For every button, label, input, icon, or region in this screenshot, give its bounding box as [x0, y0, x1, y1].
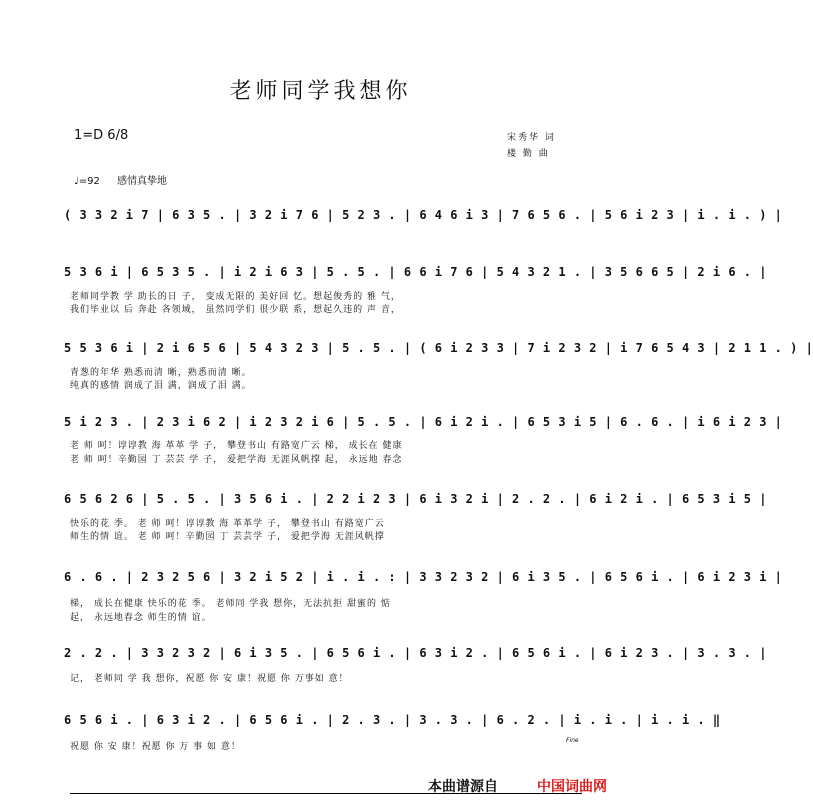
source-label: 本曲谱源自 — [428, 779, 498, 795]
lyric-line: 我们毕业以 后 奔赴 各领域， 虽然同学们 很少联 系，想起久违的 声 音， — [70, 305, 401, 315]
lyric-line: 老 师 呵！辛勤园 丁 芸芸 学 子， 爱把学海 无涯风帆撑 起， 永远地 春念 — [70, 455, 403, 465]
lyric-line: 记， 老师同 学 我 想你，祝愿 你 安 康！祝愿 你 万事如 意！ — [70, 674, 349, 684]
lyric-line: 梯， 成长在健康 快乐的花 季。 老师同 学我 想你，无法抗拒 甜蜜的 惦 — [70, 599, 391, 609]
notation-line: 6 5 6 i . | 6 3 i 2 . | 6 5 6 i . | 2 . 3 . | 3 . 3 . | 6 . 2 . | i . i . | i . i . ‖ — [64, 713, 721, 727]
notation-line: 6 5 6 2 6 | 5 . 5 . | 3 5 6 i . | 2 2 i 2 3 | 6 i 3 2 i | 2 . 2 . | 6 i 2 i . | 6 5 3 i 5 | — [64, 492, 767, 506]
notation-line: 5 i 2 3 . | 2 3 i 6 2 | i 2 3 2 i 6 | 5 . 5 . | 6 i 2 i . | 6 5 3 i 5 | 6 . 6 . | i 6 i 2 3 | — [64, 415, 783, 429]
expression-marking: 感情真挚地 — [117, 176, 168, 187]
site-logo-text: 中国词曲网 — [537, 779, 607, 795]
notation-line: 5 5 3 6 i | 2 i 6 5 6 | 5 4 3 2 3 | 5 . 5 . | ( 6 i 2 3 3 | 7 i 2 3 2 | i 7 6 5 4 3 | 2 1 1 . ) | — [64, 341, 813, 355]
lyric-line: 师生的情 谊。 老 师 呵！辛勤园 丁 芸芸学 子， 爱把学海 无涯风帆撑 — [70, 532, 385, 542]
fine-marking: Fine — [566, 737, 579, 744]
notation-line: 2 . 2 . | 3 3 2 3 2 | 6 i 3 5 . | 6 5 6 i . | 6 3 i 2 . | 6 5 6 i . | 6 i 2 3 . | 3 . 3 . | — [64, 646, 767, 660]
key-signature: 1=D 6/8 — [74, 128, 129, 143]
song-title: 老师同学我想你 — [229, 79, 412, 104]
lyricist-credit: 宋秀华 词 — [507, 133, 556, 143]
lyric-line: 起， 永远地春念 师生的情 谊。 — [70, 613, 212, 623]
lyric-line: 青葱的年华 熟悉而清 晰，熟悉而清 晰。 — [70, 368, 252, 378]
lyric-line: 纯真的感情 润成了泪 满，润成了泪 满。 — [70, 381, 252, 391]
lyric-line: 老师同学教 学 助长的日 子， 变成无限的 美好回 忆。想起俊秀的 雅 气， — [70, 292, 401, 302]
lyric-line: 老 师 呵！谆谆教 海 革革 学 子， 攀登书山 有路宽广云 梯， 成长在 健康 — [70, 441, 403, 451]
lyric-line: 快乐的花 季。 老 师 呵！谆谆教 海 革革学 子， 攀登书山 有路宽广云 — [70, 519, 385, 529]
notation-line: ( 3 3 2 i 7 | 6 3 5 . | 3 2 i 7 6 | 5 2 3 . | 6 4 6 i 3 | 7 6 5 6 . | 5 6 i 2 3 | i . i . ) | — [64, 208, 783, 222]
composer-credit: 楼 勤 曲 — [507, 149, 550, 159]
footer-divider — [70, 793, 582, 794]
notation-line: 5 3 6 i | 6 5 3 5 . | i 2 i 6 3 | 5 . 5 . | 6 6 i 7 6 | 5 4 3 2 1 . | 3 5 6 6 5 | 2 i 6 . | — [64, 265, 767, 279]
lyric-line: 祝愿 你 安 康！祝愿 你 万 事 如 意！ — [70, 742, 241, 752]
tempo-value: ♩=92 — [74, 176, 100, 187]
tempo-marking — [74, 172, 167, 187]
notation-line: 6 . 6 . | 2 3 2 5 6 | 3 2 i 5 2 | i . i . : | 3 3 2 3 2 | 6 i 3 5 . | 6 5 6 i . | 6 i 2 3 i | — [64, 570, 783, 584]
